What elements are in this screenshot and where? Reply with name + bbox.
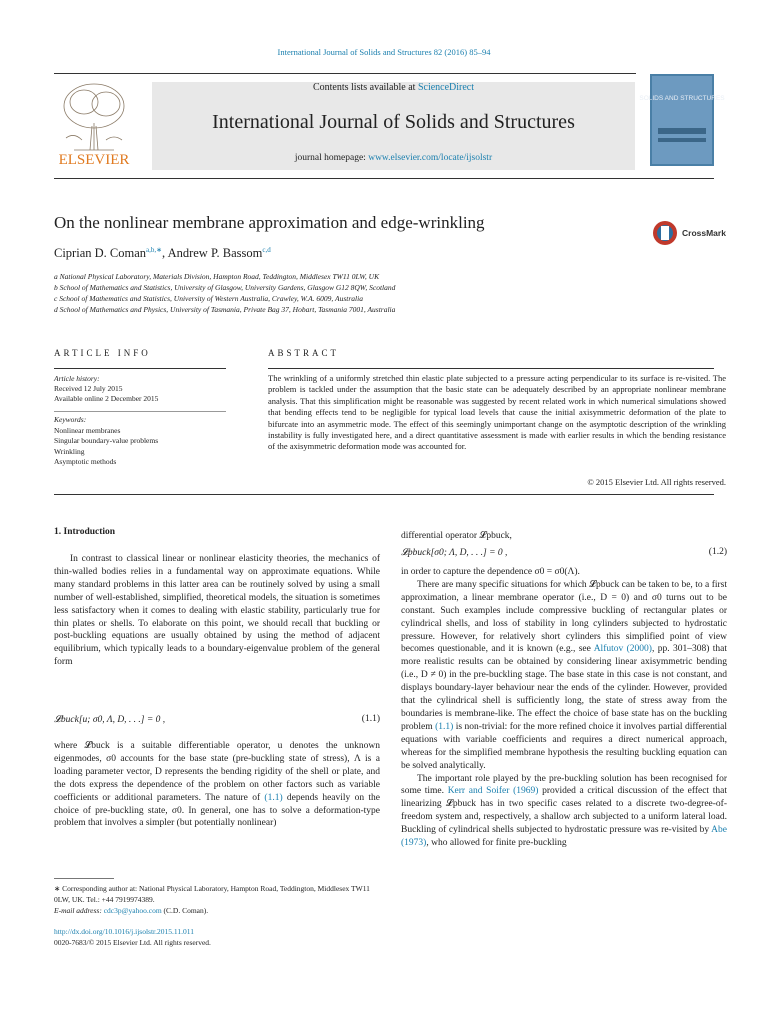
homepage-line: [152, 153, 635, 163]
cover-title: SOLIDS AND STRUCTURES: [639, 95, 725, 102]
crossmark-label: CrossMark: [682, 228, 726, 238]
crossmark-badge[interactable]: [652, 220, 726, 246]
keyword-item: Singular boundary-value problems: [54, 436, 159, 445]
journal-title: International Journal of Solids and Structures: [212, 111, 575, 133]
text-run: provided a critical discussion of the effect that linearizing 𝓛pbuck has in two specific cases related to a discrete two-degree-of-freedom system and, respectively, a shallow arch subjected to a uniform lateral load. Buckling of cylindrical shells subjected to hydrostatic pressure was re-visited by: [401, 786, 728, 836]
footnote-rule: [54, 878, 114, 879]
text-run: , pp. 301–308) that more realistic results can be obtained by considering linear axisymmetric bending (i.e., D ≠ 0) in the pre-buckling stage. The base state in this case is not constant, and displays boundary-layer behaviour near the ends of the cylinder. However, provided that the cylindrical shell is sufficiently long, the state of stress away from the boundaries is membrane-like. The effect the choice of base state has on the buckling problem: [401, 644, 727, 732]
text-run: , who allowed for finite pre-buckling: [426, 838, 567, 849]
crossmark-icon: [652, 220, 678, 246]
issn-line: 0020-7683/© 2015 Elsevier Ltd. All rights reserved.: [54, 937, 211, 947]
sciencedirect-link[interactable]: ScienceDirect: [417, 82, 475, 93]
header-top-rule: [54, 73, 636, 74]
equation-1-2: [401, 547, 727, 558]
text-run: is non-trivial: for the more refined choice it involves partial differential equations with variable coefficients and requires a direct numerical approach, whereas for the simplified membrane hypothesis the resulting buckling equation can be solved analytically.: [401, 721, 727, 771]
footnote-text: ∗ Corresponding author at: National Physical Laboratory, Hampton Road, Teddington, Middlesex TW11 0LW, UK. Tel.: +44 7919974389.: [54, 884, 370, 904]
affiliation-item: c School of Mathematics and Statistics, University of Western Australia, Crawley, W.A. 6009, Australia: [54, 294, 363, 303]
keywords-block: [54, 415, 158, 468]
received-date: Received 12 July 2015: [54, 384, 123, 393]
body-text-line: differential operator 𝓛pbuck,: [401, 531, 512, 541]
body-text-line: in order to capture the dependence σ0 = σ0(Λ).: [401, 567, 580, 577]
author-name[interactable]: Andrew P. Bassom: [167, 246, 263, 261]
abstract-heading: ABSTRACT: [268, 348, 340, 358]
contents-line: [152, 82, 635, 93]
doi-block: [54, 927, 211, 948]
doi-link[interactable]: http://dx.doi.org/10.1016/j.ijsolstr.2015.11.011: [54, 927, 194, 936]
keyword-item: Nonlinear membranes: [54, 425, 121, 435]
journal-reference[interactable]: International Journal of Solids and Structures 82 (2016) 85–94: [277, 47, 491, 57]
affiliation-item: b School of Mathematics and Statistics, University of Glasgow, University Gardens, Glasgow G12 8QW, Scotland: [54, 283, 396, 292]
body-column-right: [401, 566, 727, 850]
history-label: Article history:: [54, 374, 100, 383]
paper-title: On the nonlinear membrane approximation and edge-wrinkling: [54, 213, 485, 232]
affiliation-item: d School of Mathematics and Physics, University of Tasmania, Private Bag 37, Hobart, Tasmania 7001, Australia: [54, 305, 396, 314]
email-suffix: (C.D. Coman).: [161, 906, 209, 915]
equation-reference-link[interactable]: (1.1): [435, 721, 454, 732]
affiliation-item: a National Physical Laboratory, Materials Division, Hampton Road, Teddington, Middlesex TW11 0LW, UK: [54, 272, 380, 281]
body-paragraph: [54, 740, 380, 830]
article-info-divider: [54, 411, 226, 412]
email-label: E-mail address:: [54, 906, 104, 915]
abstract-copyright: © 2015 Elsevier Ltd. All rights reserved.: [587, 477, 726, 487]
affiliations: [54, 271, 395, 315]
body-paragraph: In contrast to classical linear or nonlinear elasticity theories, the mechanics of thin-walled bodies relies in a fundamental way on approximate equations. While many standard problems in this latter area can be routinely solved by using a small number of well-established, simplified, theoretical models, the situation is sometimes less satisfactory when it comes to dealing with elastic stability, particularly true for thin plates or shells. To elaborate on this point, we should recall that buckling or post-buckling equations are usually obtained by using the method of adjacent equilibrium, which typically leads to a boundary-eigenvalue problem of the general form: [54, 554, 380, 668]
article-info-heading: ARTICLE INFO: [54, 348, 151, 358]
abstract-rule: [268, 368, 714, 369]
homepage-prefix: journal homepage:: [294, 153, 369, 163]
corresponding-author-footnote: [54, 883, 380, 916]
publisher-name: ELSEVIER: [58, 152, 130, 168]
author-affiliation-marks[interactable]: c,d: [262, 246, 271, 254]
section-heading-introduction: 1. Introduction: [54, 527, 116, 537]
text-run: where 𝓛buck is a suitable differentiable operator, u denotes the unknown eigenmodes, σ0 accounts for the base state (pre-buckling state of stress), Λ is a loading parameter vector, D represents the bending rigidity of the shell or plate, and the dots express the dependence of the problem on other factors such as variable coefficients or additional parameters. The nature of: [54, 741, 380, 803]
journal-homepage-link[interactable]: www.elsevier.com/locate/ijsolstr: [368, 153, 493, 163]
equation-1-1: [54, 714, 380, 725]
author-email-link[interactable]: cdc3p@yahoo.com: [103, 906, 162, 915]
keywords-label: Keywords:: [54, 415, 87, 424]
author-affiliation-marks[interactable]: a,b,∗: [146, 246, 162, 254]
elsevier-tree-logo: [54, 78, 134, 168]
body-paragraph: [401, 579, 727, 773]
article-info-rule: [54, 368, 226, 369]
keyword-item: Asymptotic methods: [54, 457, 117, 466]
equation-body: 𝓛buck[u; σ0, Λ, D, . . .] = 0 ,: [54, 715, 166, 725]
text-run: The important role played by the pre-buckling solution has been recognised for some time.: [401, 773, 727, 797]
citation-link[interactable]: Abe (1973): [401, 825, 727, 849]
text-run: depends heavily on the choice of pre-buckling state, σ0. In general, one has to solve a deformation-type problem that involves a simpler (but potentially nonlinear): [54, 792, 380, 829]
equation-reference-link[interactable]: (1.1): [264, 792, 283, 803]
equation-body: 𝓛pbuck[σ0; Λ, D, . . .] = 0 ,: [401, 548, 508, 558]
equation-number: (1.2): [708, 547, 727, 557]
text-run: There are many specific situations for which 𝓛pbuck can be taken to be, to a first approximation, a linear membrane operator (i.e., D = 0) and σ0 turns out to be constant. Such examples include compressive buckling of rectangular plates or cylindrical shells, and loss of stability in long cylinders subjected to hydrostatic pressure. However, for relatively short cylinders this simplified point of view becomes questionable, and it is known (e.g., see: [401, 579, 727, 655]
equation-number: (1.1): [361, 714, 380, 724]
contents-prefix: Contents lists available at: [312, 82, 418, 93]
keyword-item: Wrinkling: [54, 446, 85, 456]
citation-link[interactable]: Alfutov (2000): [593, 644, 652, 655]
abstract-text: The wrinkling of a uniformly stretched thin elastic plate subjected to a pressure acting perpendicular to its surface is re-visited. The problem is tackled under the assumption that the basic state can be adequately described by an appropriate nonlinear membrane analysis. That this simplification might be reasonable was suggested by recent related work in which numerical simulations showed that bending effects tend to be negligible for typical load levels that cause the initial axisymmetric deformation of the plate to bifurcate into an asymmetric mode. The effect of this seemingly unimportant change on the asymptotic description of the wrinkling instability is fully investigated here, and a direct quantitative assessment is made with earlier results in which the bending resistance of the axisymmetric deformation mode was accounted for.: [268, 373, 726, 452]
author-name[interactable]: Ciprian D. Coman: [54, 246, 147, 261]
body-paragraph: [401, 773, 727, 850]
abstract-bottom-rule: [54, 494, 714, 495]
journal-cover-thumbnail[interactable]: [639, 74, 725, 166]
article-history: [54, 374, 158, 404]
header-bottom-rule: [54, 178, 714, 179]
available-date: Available online 2 December 2015: [54, 394, 159, 403]
author-list: Ciprian D. Coman$^{a,b,∗}$, Andrew P. Bassom$^{c,d}$: [54, 246, 271, 261]
citation-link[interactable]: Kerr and Soifer (1969): [447, 786, 539, 797]
